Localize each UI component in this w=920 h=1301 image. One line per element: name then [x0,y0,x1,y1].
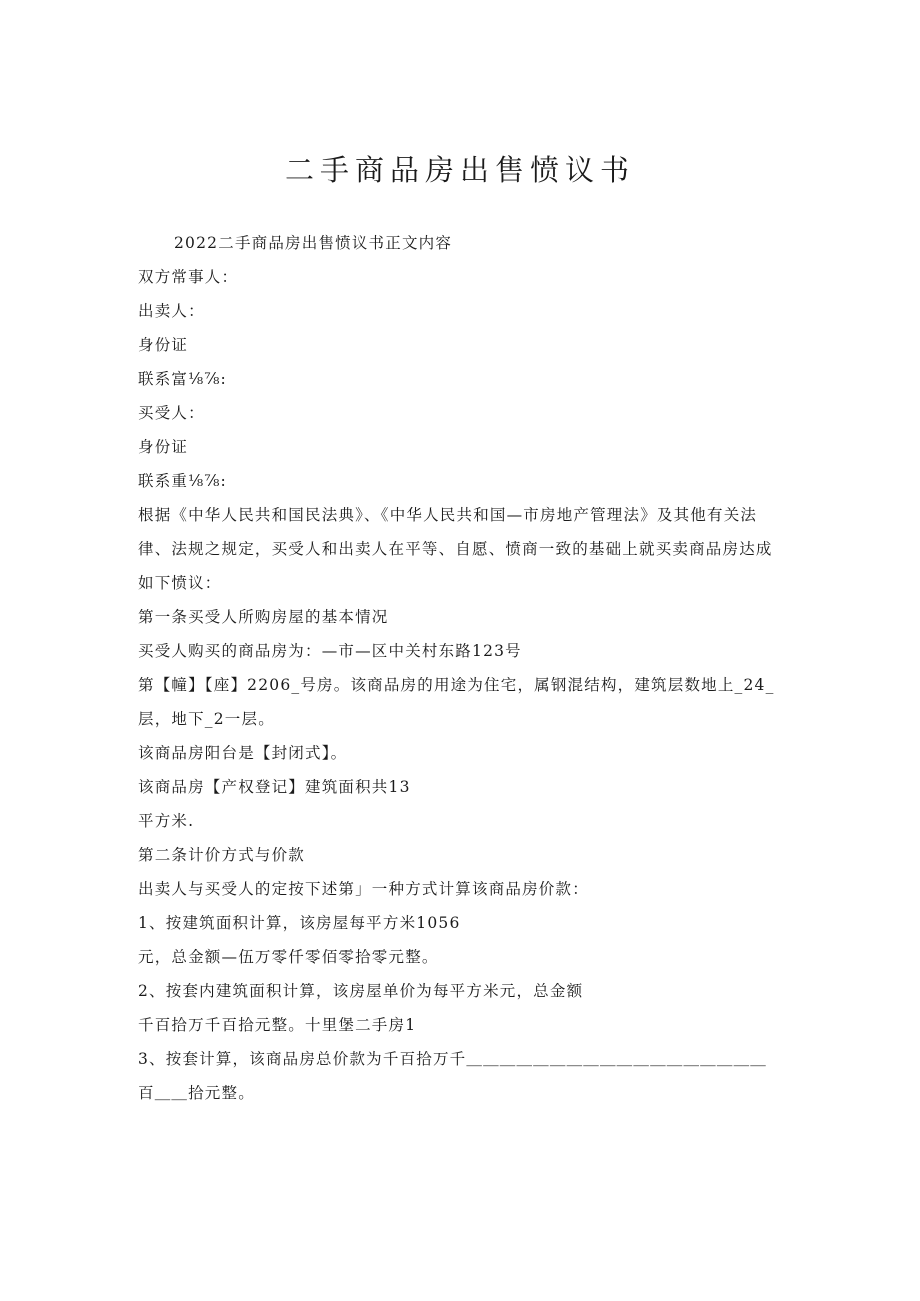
seller-label: 出卖人： [138,302,205,320]
article-1-unit: 第【幢】【座】2206_号房。该商品房的用途为住宅，属钢混结构，建筑层数地上_24_ [138,676,775,694]
article-2-option-1: 1、按建筑面积计算，该房屋每平方米1056 [138,914,461,932]
article-2-heading: 第二条计价方式与价款 [138,846,306,864]
buyer-id-label: 身份证 [138,438,189,456]
preamble-line-3: 如下愤议： [138,574,222,592]
article-2-option-3: 3、按套计算，该商品房总价款为千百拾万千＿＿＿＿＿＿＿＿＿＿＿＿＿＿＿＿＿＿ [138,1050,767,1068]
article-1-floors: 层，地下_2一层。 [138,710,275,728]
article-2-option-3-total: 百＿＿拾元整。 [138,1084,255,1102]
buyer-phone-label: 联系重⅛⅞: [138,472,227,490]
preamble-line-1: 根据《中华人民共和国民法典》、《中华人民共和国—市房地产管理法》及其他有关法 [138,506,758,524]
document-body [138,226,788,1110]
article-1-area: 该商品房【产权登记】建筑面积共13 [138,778,411,796]
article-1-area-unit: 平方米. [138,812,195,830]
article-2-option-2: 2、按套内建筑面积计算，该房屋单价为每平方米元，总金额 [138,982,584,1000]
document-title: 二手商品房出售愤议书 [284,153,635,187]
intro-line: 2022二手商品房出售愤议书正文内容 [174,234,453,252]
article-1-heading: 第一条买受人所购房屋的基本情况 [138,608,389,626]
parties-heading: 双方常事人： [138,268,239,286]
article-2-intro: 出卖人与买受人的定按下述第」一种方式计算该商品房价款： [138,880,589,898]
seller-phone-label: 联系富⅛⅞: [138,370,227,388]
buyer-label: 买受人： [138,404,205,422]
article-2-option-1-total: 元，总金额—伍万零仟零佰零拾零元整。 [138,948,439,966]
preamble-line-2: 律、法规之规定，买受人和出卖人在平等、自愿、愤商一致的基础上就买卖商品房达成 [138,540,773,558]
article-1-address: 买受人购买的商品房为：—市—区中关村东路123号 [138,642,522,660]
article-1-balcony: 该商品房阳台是【封闭式】。 [138,744,348,762]
article-2-option-2-total: 千百拾万千百拾元整。十里堡二手房1 [138,1016,417,1034]
seller-id-label: 身份证 [138,336,189,354]
